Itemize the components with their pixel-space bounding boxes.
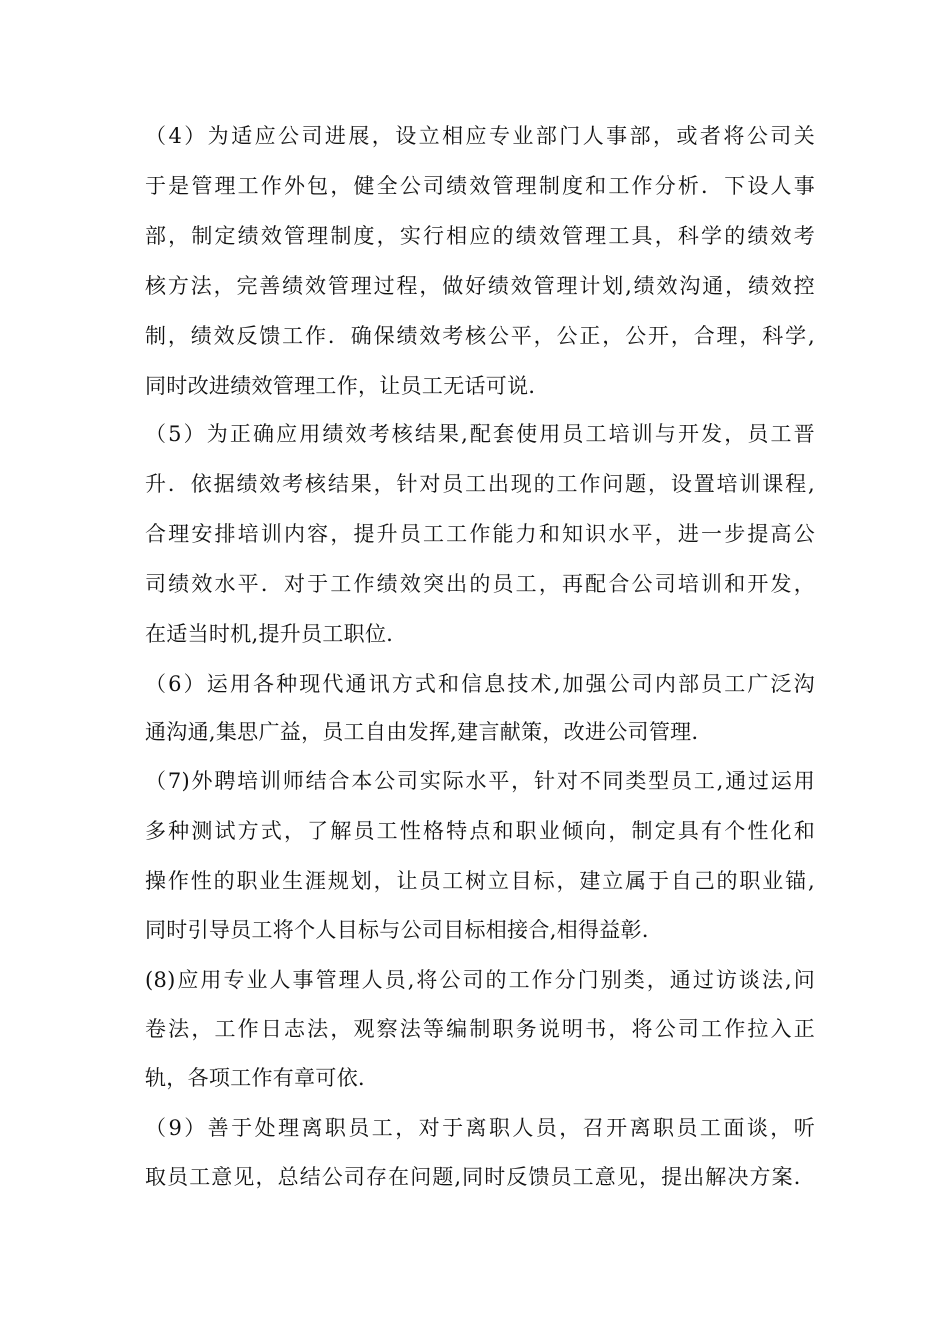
- paragraph-8-line-3: 轨，各项工作有章可依．: [145, 1066, 380, 1090]
- paragraph-4-line-6: 同时改进绩效管理工作，让员工无话可说．: [145, 374, 550, 398]
- paragraph-7-line-4: 同时引导员工将个人目标与公司目标相接合,相得益彰．: [145, 918, 664, 942]
- paragraph-6-line-1: （6）运用各种现代通讯方式和信息技术,加强公司内部员工广泛沟: [145, 672, 815, 696]
- paragraph-7-line-3: 操作性的职业生涯规划，让员工树立目标，建立属于自己的职业锚,: [145, 869, 815, 893]
- paragraph-5-line-1: （5）为正确应用绩效考核结果,配套使用员工培训与开发，员工晋: [145, 422, 815, 446]
- paragraph-4-line-5: 制，绩效反馈工作．确保绩效考核公平，公正，公开，合理，科学,: [145, 324, 815, 348]
- paragraph-8-line-2: 卷法，工作日志法，观察法等编制职务说明书，将公司工作拉入正: [145, 1017, 815, 1041]
- paragraph-6-line-2: 通沟通,集思广益，员工自由发挥,建言献策，改进公司管理．: [145, 720, 713, 744]
- paragraph-8-line-1: (8)应用专业人事管理人员,将公司的工作分门别类，通过访谈法,问: [145, 968, 815, 992]
- paragraph-4-line-1: （4）为适应公司进展，设立相应专业部门人事部，或者将公司关: [145, 124, 815, 148]
- paragraph-4-line-4: 核方法，完善绩效管理过程，做好绩效管理计划,绩效沟通，绩效控: [145, 274, 815, 298]
- paragraph-5-line-4: 司绩效水平．对于工作绩效突出的员工，再配合公司培训和开发，: [145, 572, 815, 596]
- paragraph-5-line-3: 合理安排培训内容，提升员工工作能力和知识水平，进一步提高公: [145, 522, 815, 546]
- paragraph-5-line-2: 升．依据绩效考核结果，针对员工出现的工作问题，设置培训课程,: [145, 472, 815, 496]
- paragraph-5-line-5: 在适当时机,提升员工职位．: [145, 622, 408, 646]
- paragraph-7-line-2: 多种测试方式，了解员工性格特点和职业倾向，制定具有个性化和: [145, 819, 815, 843]
- paragraph-7-line-1: （7)外聘培训师结合本公司实际水平，针对不同类型员工,通过运用: [145, 769, 815, 793]
- paragraph-9-line-1: （9）善于处理离职员工，对于离职人员，召开离职员工面谈，听: [145, 1116, 815, 1140]
- paragraph-4-line-2: 于是管理工作外包，健全公司绩效管理制度和工作分析．下设人事: [145, 174, 815, 198]
- paragraph-9-line-2: 取员工意见，总结公司存在问题,同时反馈员工意见，提出解决方案．: [145, 1165, 815, 1189]
- paragraph-4-line-3: 部，制定绩效管理制度，实行相应的绩效管理工具，科学的绩效考: [145, 224, 815, 248]
